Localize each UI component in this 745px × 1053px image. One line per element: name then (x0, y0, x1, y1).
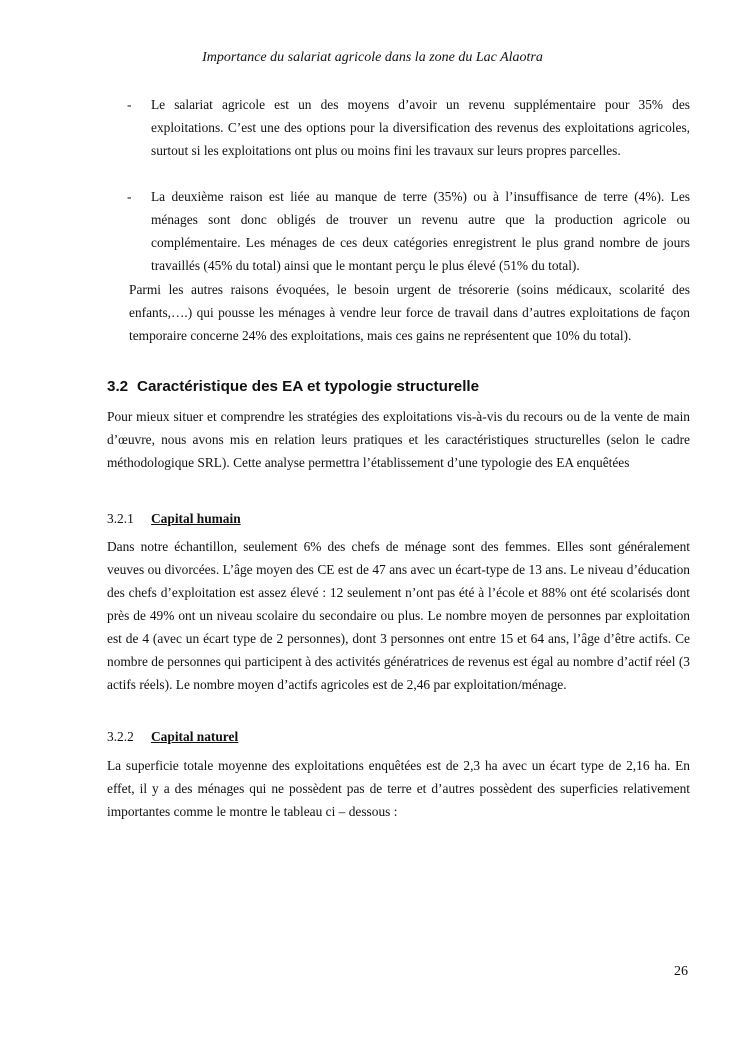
paragraph-other-reasons: Parmi les autres raisons évoquées, le besoin urgent de trésorerie (soins médicaux, scolarité des enfants,….) qui pousse les ménages à vendre leur force de travail dans d’autres exploitations de façon temporaire concerne 24% des exploitations, mais ces gains ne représentent que 10% du total). (129, 282, 690, 343)
section-heading (107, 378, 479, 395)
bullet-dash: - (127, 97, 132, 112)
subsection-title: Capital naturel (151, 729, 239, 744)
section-number: 3.2 (107, 378, 129, 395)
subsection-number: 3.2.2 (107, 729, 134, 744)
section-title: Caractéristique des EA et typologie structurelle (137, 378, 480, 395)
page-number: 26 (674, 964, 688, 979)
bullet-item-supplementary-income: Le salariat agricole est un des moyens d’avoir un revenu supplémentaire pour 35% des exploitations. C’est une des options pour la diversification des revenus des exploitations agricoles, surtout si les exploitations ont plus ou moins fini les travaux sur leurs propres parcelles. (151, 97, 690, 158)
running-header: Importance du salariat agricole dans la zone du Lac Alaotra (202, 50, 543, 65)
subsection-heading-capital-humain (107, 511, 241, 527)
subsection-title: Capital humain (151, 511, 241, 526)
section-intro-paragraph: Pour mieux situer et comprendre les stratégies des exploitations vis-à-vis du recours ou de la vente de main d’œuvre, nous avons mis en relation leurs pratiques et les caractéristiques structurelles (selon le cadre méthodologique SRL). Cette analyse permettra l’établissement d’une typologie des EA enquêtées (107, 409, 690, 470)
paragraph-capital-naturel: La superficie totale moyenne des exploitations enquêtées est de 2,3 ha avec un écart type de 2,16 ha. En effet, il y a des ménages qui ne possèdent pas de terre et d’autres possèdent des superficies relativement importantes comme le montre le tableau ci – dessous : (107, 758, 690, 819)
bullet-item-lack-of-land: La deuxième raison est liée au manque de terre (35%) ou à l’insuffisance de terre (4%). Les ménages sont donc obligés de trouver un revenu autre que la production agricole ou complémentaire. Les ménages de ces deux catégories enregistrent le plus grand nombre de jours travaillés (45% du total) ainsi que le montant perçu le plus élevé (51% du total). (151, 189, 690, 273)
bullet-dash: - (127, 189, 132, 204)
subsection-heading-capital-naturel (107, 729, 238, 745)
subsection-number: 3.2.1 (107, 511, 134, 526)
paragraph-capital-humain: Dans notre échantillon, seulement 6% des chefs de ménage sont des femmes. Elles sont généralement veuves ou divorcées. L’âge moyen des CE est de 47 ans avec un écart-type de 13 ans. Le niveau d’éducation des chefs d’exploitation est assez élevé : 12 seulement n’ont pas été à l’école et 88% ont été scolarisés dont près de 49% ont un niveau scolaire du secondaire ou plus. Le nombre moyen de personnes par exploitation est de 4 (avec un écart type de 2 personnes), dont 3 personnes ont entre 15 et 64 ans, l’âge d’être actifs. Ce nombre de personnes qui participent à des activités génératrices de revenus est égal au nombre d’actif réel (3 actifs réels). Le nombre moyen d’actifs agricoles est de 2,46 par exploitation/ménage. (107, 539, 690, 692)
